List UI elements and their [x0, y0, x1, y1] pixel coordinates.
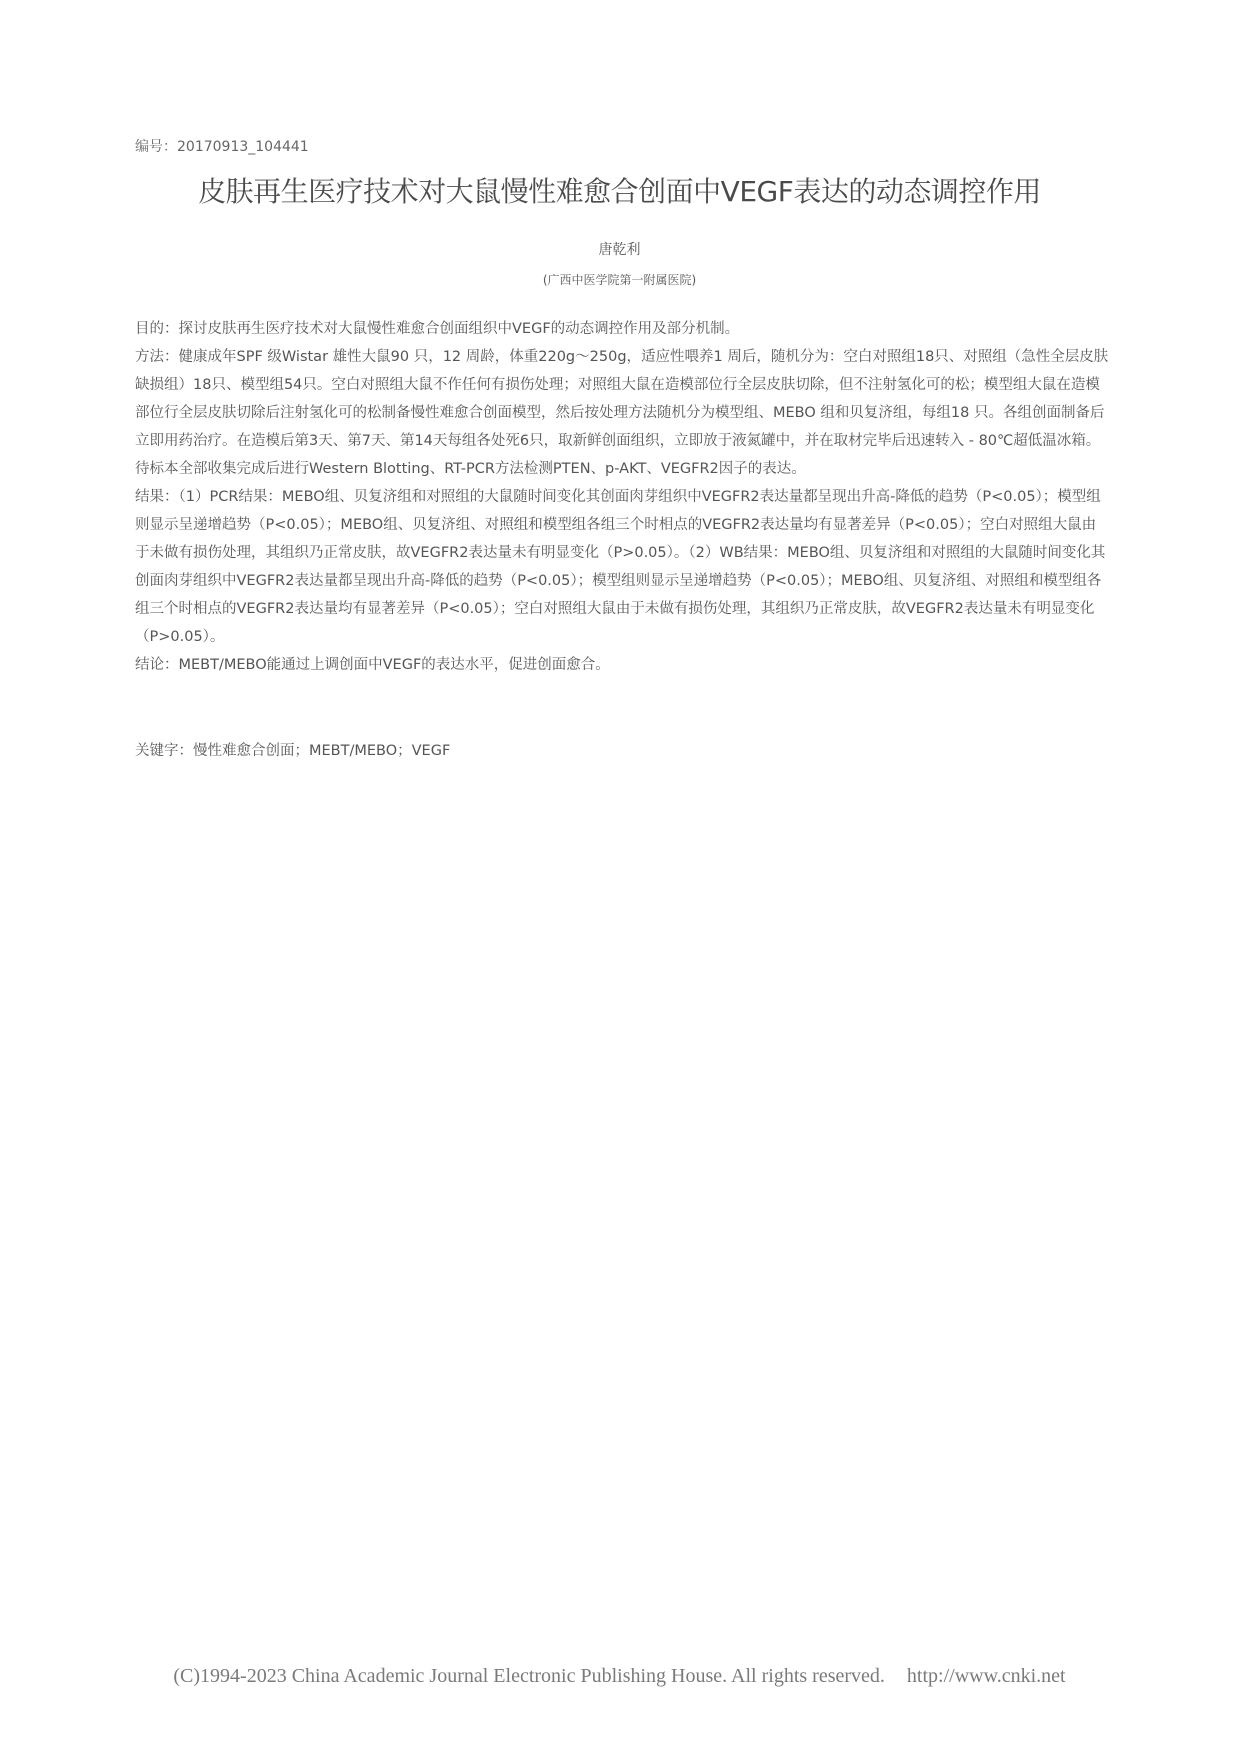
abstract — [135, 315, 1110, 679]
abstract-results: 结果：（1）PCR结果：MEBO组、贝复济组和对照组的大鼠随时间变化其创面肉芽组织中VEGFR2表达量都呈现出升高-降低的趋势（P<0.05）；模型组则显示呈递增趋势（P<0.05）；MEBO组、贝复济组、对照组和模型组各组三个时相点的VEGFR2表达量均有显著差异（P<0.05）；空白对照组大鼠由于未做有损伤处理，其组织乃正常皮肤，故VEGFR2表达量未有明显变化（P>0.05）。（2）WB结果：MEBO组、贝复济组和对照组的大鼠随时间变化其创面肉芽组织中VEGFR2表达量都呈现出升高-降低的趋势（P<0.05）；模型组则显示呈递增趋势（P<0.05）；MEBO组、贝复济组、对照组和模型组各组三个时相点的VEGFR2表达量均有显著差异（P<0.05）；空白对照组大鼠由于未做有损伤处理，其组织乃正常皮肤，故VEGFR2表达量未有明显变化（P>0.05）。 — [135, 489, 1106, 645]
document-title: 皮肤再生医疗技术对大鼠慢性难愈合创面中VEGF表达的动态调控作用 — [198, 175, 1041, 208]
document-serial-number: 编号：20170913_104441 — [135, 139, 309, 155]
document-affiliation: (广西中医学院第一附属医院) — [542, 273, 697, 287]
copyright-footer — [0, 1665, 1239, 1688]
abstract-methods: 方法：健康成年SPF 级Wistar 雄性大鼠90 只，12 周龄，体重220g～250g，适应性喂养1 周后，随机分为：空白对照组18只、对照组（急性全层皮肤缺损组）18只、模型组54只。空白对照组大鼠不作任何有损伤处理；对照组大鼠在造模部位行全层皮肤切除，但不注射氢化可的松；模型组大鼠在造模部位行全层皮肤切除后注射氢化可的松制备慢性难愈合创面模型，然后按处理方法随机分为模型组、MEBO 组和贝复济组，每组18 只。各组创面制备后立即用药治疗。在造模后第3天、第7天、第14天每组各处死6只，取新鲜创面组织，立即放于液氮罐中，并在取材完毕后迅速转入 - 80℃超低温冰箱。待标本全部收集完成后进行Western Blotting、RT-PCR方法检测PTEN、p-AKT、VEGFR2因子的表达。 — [135, 349, 1109, 477]
copyright-text: (C)1994-2023 China Academic Journal Electronic Publishing House. All rights reserved. — [173, 1665, 885, 1687]
cnki-url[interactable]: http://www.cnki.net — [906, 1665, 1066, 1687]
keywords: 关键字：慢性难愈合创面；MEBT/MEBO；VEGF — [135, 743, 451, 759]
abstract-objective: 目的：探讨皮肤再生医疗技术对大鼠慢性难愈合创面组织中VEGF的动态调控作用及部分机制。 — [135, 321, 740, 337]
document-author: 唐乾利 — [598, 242, 641, 258]
abstract-conclusion: 结论：MEBT/MEBO能通过上调创面中VEGF的表达水平，促进创面愈合。 — [135, 657, 610, 673]
